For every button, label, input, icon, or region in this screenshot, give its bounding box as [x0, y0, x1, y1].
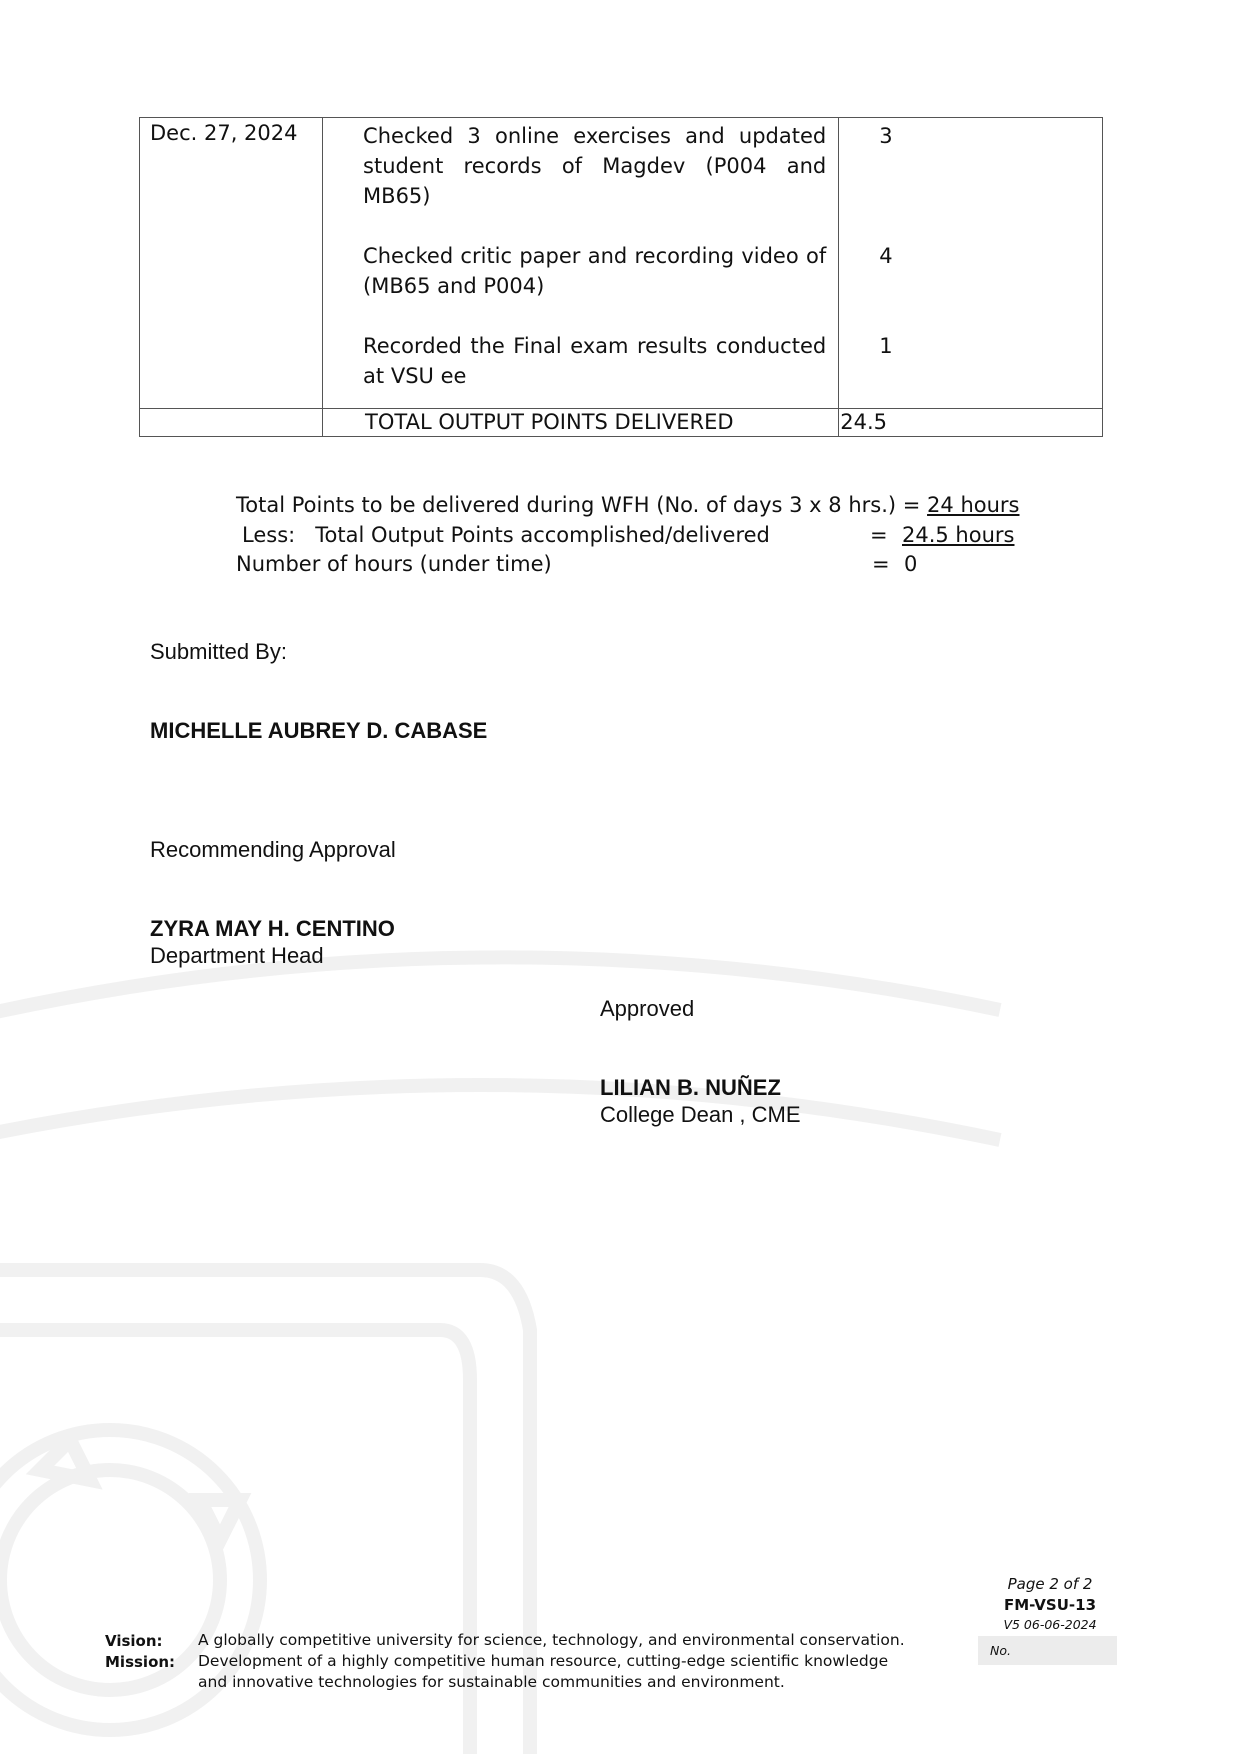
page-info: [985, 1574, 1115, 1634]
approved-label: Approved: [600, 996, 695, 1021]
points-value: 3: [879, 124, 893, 148]
points-value: 4: [879, 244, 893, 268]
summary-eq: =: [872, 552, 890, 576]
summary-value: 0: [904, 552, 918, 576]
summary-label: Total Output Points accomplished/delivered: [315, 523, 770, 547]
submitted-by-label: Submitted By:: [150, 639, 287, 664]
date-cell: Dec. 27, 2024: [140, 118, 323, 409]
form-code: FM-VSU-13: [1004, 1596, 1096, 1614]
total-row: [140, 409, 1103, 437]
approved-title: College Dean , CME: [600, 1102, 801, 1127]
summary-line-2: [242, 520, 770, 550]
summary-label: Total Points to be delivered during WFH (No. of days 3 x 8 hrs.) =: [236, 493, 921, 517]
vision-text: A globally competitive university for science, technology, and environmental conservation.: [198, 1631, 905, 1649]
accomplishment-table: [139, 117, 1103, 437]
activity-item: Checked critic paper and recording video of (MB65 and P004): [363, 244, 827, 298]
approved-name: LILIAN B. NUÑEZ: [600, 1075, 781, 1100]
summary-label: Number of hours (under time): [236, 552, 552, 576]
page-number: Page 2 of 2: [1007, 1575, 1093, 1593]
empty-cell: [140, 409, 323, 437]
mission-label: Mission:: [105, 1653, 176, 1671]
points-cell: [839, 118, 1103, 409]
recommending-name: ZYRA MAY H. CENTINO: [150, 916, 395, 941]
total-value: 24.5: [839, 409, 1103, 437]
summary-prefix: Less:: [242, 523, 296, 547]
recommending-title: Department Head: [150, 943, 324, 968]
no-label: No.: [990, 1643, 1011, 1658]
activity-item: Recorded the Final exam results conducted at VSU ee: [363, 334, 827, 388]
form-version: V5 06-06-2024: [1003, 1617, 1097, 1632]
activity-item: Checked 3 online exercises and updated student records of Magdev (P004 and MB65): [363, 124, 827, 208]
vision-label: Vision:: [105, 1632, 163, 1650]
table-row: [140, 118, 1103, 409]
control-number-box: [978, 1636, 1117, 1665]
submitted-name: MICHELLE AUBREY D. CABASE: [150, 718, 488, 743]
summary-value: 24.5 hours: [902, 523, 1015, 547]
mission-text: and innovative technologies for sustainable communities and environment.: [198, 1673, 785, 1691]
total-label: TOTAL OUTPUT POINTS DELIVERED: [323, 409, 839, 437]
mission-text: Development of a highly competitive human resource, cutting-edge scientific knowledge: [198, 1652, 889, 1670]
summary-eq: =: [870, 523, 888, 547]
recommending-label: Recommending Approval: [150, 837, 396, 862]
summary-value: 24 hours: [927, 493, 1020, 517]
activities-cell: [323, 118, 839, 409]
points-value: 1: [879, 334, 893, 358]
summary-line-1: [236, 490, 1020, 520]
